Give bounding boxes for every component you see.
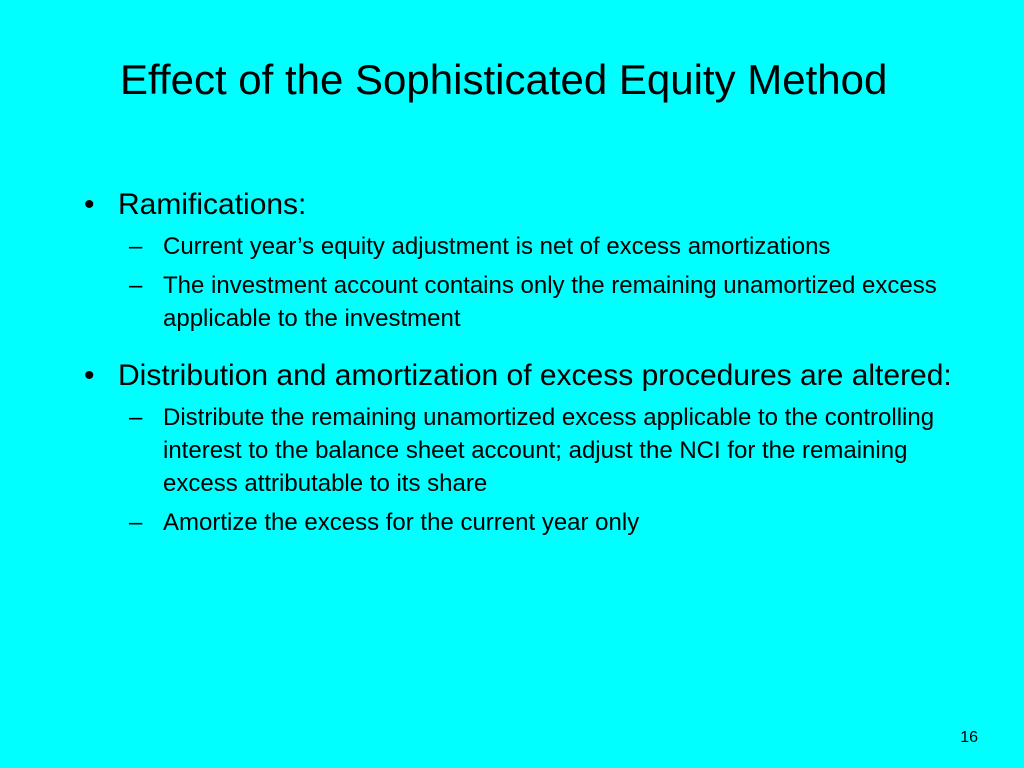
- sub-bullet-text: Current year’s equity adjustment is net of excess amortizations: [163, 233, 831, 260]
- sub-bullet-item: [118, 506, 984, 539]
- slide-body: [84, 186, 984, 545]
- sub-bullet-item: [118, 269, 984, 335]
- bullet-text: Distribution and amortization of excess procedures are altered:: [118, 359, 952, 392]
- sub-bullet-text: Amortize the excess for the current year only: [163, 509, 640, 536]
- bullet-dot-icon: •: [84, 359, 95, 392]
- slide-title: Effect of the Sophisticated Equity Method: [120, 56, 888, 103]
- en-dash-icon: –: [129, 233, 143, 260]
- sub-bullet-list: [118, 230, 984, 335]
- sub-bullet-item: [118, 230, 984, 263]
- sub-bullet-text: Distribute the remaining unamortized excess applicable to the controlling interest to the balance sheet account; adjust the NCI for the remaining excess attributable to its share: [163, 404, 935, 497]
- sub-bullet-text: The investment account contains only the remaining unamortized excess applicable to the investment: [163, 272, 937, 332]
- bullet-text: Ramifications:: [118, 188, 307, 221]
- slide-number: 16: [960, 729, 978, 746]
- sub-bullet-item: [118, 401, 984, 500]
- en-dash-icon: –: [129, 404, 143, 431]
- sub-bullet-list: [118, 401, 984, 539]
- en-dash-icon: –: [129, 509, 143, 536]
- en-dash-icon: –: [129, 272, 143, 299]
- bullet-distribution-amortization: [84, 357, 984, 539]
- bullet-ramifications: [84, 186, 984, 335]
- bullet-dot-icon: •: [84, 188, 95, 221]
